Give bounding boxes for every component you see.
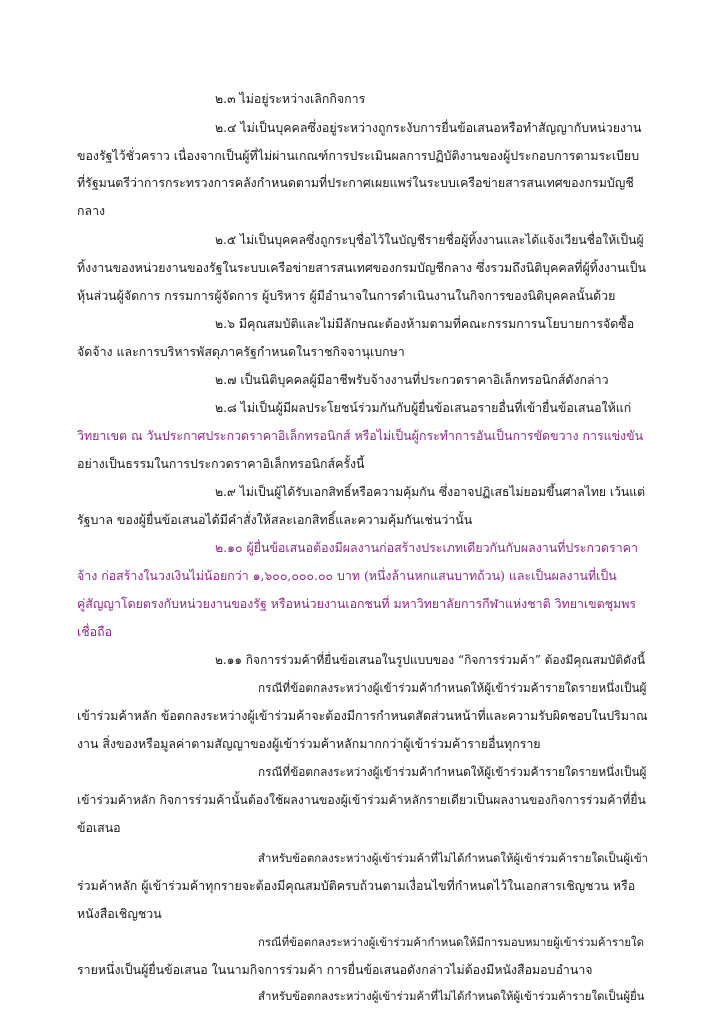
- paragraph-line: หนังสือเชิญชวน: [77, 906, 162, 921]
- paragraph-line: งาน สิ่งของหรือมูลค่าตามสัญญาของผู้เข้าร่วมค้าหลักมากกว่าผู้เข้าร่วมค้ารายอื่นทุกราย: [77, 736, 541, 751]
- paragraph-line: หุ้นส่วนผู้จัดการ กรรมการผู้จัดการ ผู้บริหาร ผู้มีอำนาจในการดำเนินงานในกิจการของนิติบุคคลนั้นด้วย: [77, 288, 616, 303]
- paragraph-line: ทิ้งงานของหน่วยงานของรัฐในระบบเครือข่ายสารสนเทศของกรมบัญชีกลาง ซึ่งรวมถึงนิติบุคคลที่ผู้ทิ้งงานเป็น: [77, 260, 646, 275]
- paragraph-line: ของรัฐไว้ชั่วคราว เนื่องจากเป็นผู้ที่ไม่ผ่านเกณฑ์การประเมินผลการปฏิบัติงานของผู้ประกอบการตามระเบียบ: [77, 148, 640, 163]
- clause-2-7: ๒.๗ เป็นนิติบุคคลผู้มีอาชีพรับจ้างงานที่ประกวดราคาอิเล็กทรอนิกส์ดังกล่าว: [215, 372, 609, 387]
- paragraph-line: ที่รัฐมนตรีว่าการกระทรวงการคลังกำหนดตามที่ประกาศเผยแพร่ในระบบเครือข่ายสารสนเทศของกรมบัญชี: [77, 175, 634, 190]
- paragraph-line: รายหนึ่งเป็นผู้ยื่นข้อเสนอ ในนามกิจการร่วมค้า การยื่นข้อเสนอดังกล่าวไม่ต้องมีหนังสือมอบอำนาจ: [77, 962, 593, 977]
- paragraph-line: กรณีที่ข้อตกลงระหว่างผู้เข้าร่วมค้ากำหนดให้ผู้เข้าร่วมค้ารายใดรายหนึ่งเป็นผู้: [258, 681, 647, 695]
- clause-2-9: ๒.๙ ไม่เป็นผู้ได้รับเอกสิทธิ์หรือความคุ้มกัน ซึ่งอาจปฏิเสธไม่ยอมขึ้นศาลไทย เว้นแต่: [215, 485, 646, 499]
- paragraph-line: ข้อเสนอ: [77, 820, 121, 835]
- clause-2-4: ๒.๔ ไม่เป็นบุคคลซึ่งอยู่ระหว่างถูกระงับการยื่นข้อเสนอหรือทำสัญญากับหน่วยงาน: [215, 120, 642, 135]
- paragraph-line: คู่สัญญาโดยตรงกับหน่วยงานของรัฐ หรือหน่วยงานเอกชนที่ มหาวิทยาลัยการกีฬาแห่งชาติ วิทยาเขตชุมพร: [77, 596, 637, 611]
- paragraph-line: กรณีที่ข้อตกลงระหว่างผู้เข้าร่วมค้ากำหนดให้ผู้เข้าร่วมค้ารายใดรายหนึ่งเป็นผู้: [258, 765, 647, 779]
- paragraph-line: จ้าง ก่อสร้างในวงเงินไม่น้อยกว่า ๑,๖๐๐,๐๐๐.๐๐ บาท (หนึ่งล้านหกแสนบาทถ้วน) และเป็นผลงานที่เป็น: [77, 568, 617, 583]
- clause-2-10: ๒.๑๐ ผู้ยื่นข้อเสนอต้องมีผลงานก่อสร้างประเภทเดียวกันกับผลงานที่ประกวดราคา: [215, 540, 638, 555]
- paragraph-line: รัฐบาล ของผู้ยื่นข้อเสนอได้มีคำสั่งให้สละเอกสิทธิ์และความคุ้มกันเช่นว่านั้น: [77, 512, 473, 527]
- paragraph-line: กรณีที่ข้อตกลงระหว่างผู้เข้าร่วมค้ากำหนดให้มีการมอบหมายผู้เข้าร่วมค้ารายใด: [258, 935, 645, 949]
- paragraph-line: กลาง: [77, 203, 106, 218]
- clause-2-11: ๒.๑๑ กิจการร่วมค้าที่ยื่นข้อเสนอในรูปแบบของ “กิจการร่วมค้า” ต้องมีคุณสมบัติดังนี้: [215, 653, 646, 667]
- paragraph-line: ร่วมค้าหลัก ผู้เข้าร่วมค้าทุกรายจะต้องมีคุณสมบัติครบถ้วนตามเงื่อนไขที่กำหนดไว้ในเอกสารเชิญชวน หรือ: [77, 878, 636, 893]
- paragraph-line: เชื่อถือ: [77, 624, 113, 639]
- paragraph-line: เข้าร่วมค้าหลัก กิจการร่วมค้านั้นต้องใช้ผลงานของผู้เข้าร่วมค้าหลักรายเดียวเป็นผลงานของกิจการร่วมค้าที่ยื่น: [77, 793, 646, 807]
- paragraph-line: เข้าร่วมค้าหลัก ข้อตกลงระหว่างผู้เข้าร่วมค้าจะต้องมีการกำหนดสัดส่วนหน้าที่และความรับผิดชอบในปริมาณ: [77, 708, 648, 723]
- paragraph-line: จัดจ้าง และการบริหารพัสดุภาครัฐกำหนดในราชกิจจานุเบกษา: [77, 344, 405, 359]
- clause-2-3: ๒.๓ ไม่อยู่ระหว่างเลิกกิจการ: [215, 91, 366, 106]
- paragraph-line: วิทยาเขต ณ วันประกาศประกวดราคาอิเล็กทรอนิกส์ หรือไม่เป็นผู้กระทำการอันเป็นการขัดขวาง การแข่งขัน: [77, 428, 644, 443]
- clause-2-5: ๒.๕ ไม่เป็นบุคคลซึ่งถูกระบุชื่อไว้ในบัญชีรายชื่อผู้ทิ้งงานและได้แจ้งเวียนชื่อให้เป็นผู้: [215, 233, 644, 247]
- paragraph-line: สำหรับข้อตกลงระหว่างผู้เข้าร่วมค้าที่ไม่ได้กำหนดให้ผู้เข้าร่วมค้ารายใดเป็นผู้ยื่น: [258, 989, 645, 1003]
- paragraph-line: สำหรับข้อตกลงระหว่างผู้เข้าร่วมค้าที่ไม่ได้กำหนดให้ผู้เข้าร่วมค้ารายใดเป็นผู้เข้า: [258, 851, 649, 865]
- clause-2-6: ๒.๖ มีคุณสมบัติและไม่มีลักษณะต้องห้ามตามที่คณะกรรมการนโยบายการจัดซื้อ: [215, 316, 635, 331]
- clause-2-8: ๒.๘ ไม่เป็นผู้มีผลประโยชน์ร่วมกันกับผู้ยื่นข้อเสนอรายอื่นที่เข้ายื่นข้อเสนอให้แก่: [215, 400, 632, 415]
- paragraph-line: อย่างเป็นธรรมในการประกวดราคาอิเล็กทรอนิกส์ครั้งนี้: [77, 456, 365, 471]
